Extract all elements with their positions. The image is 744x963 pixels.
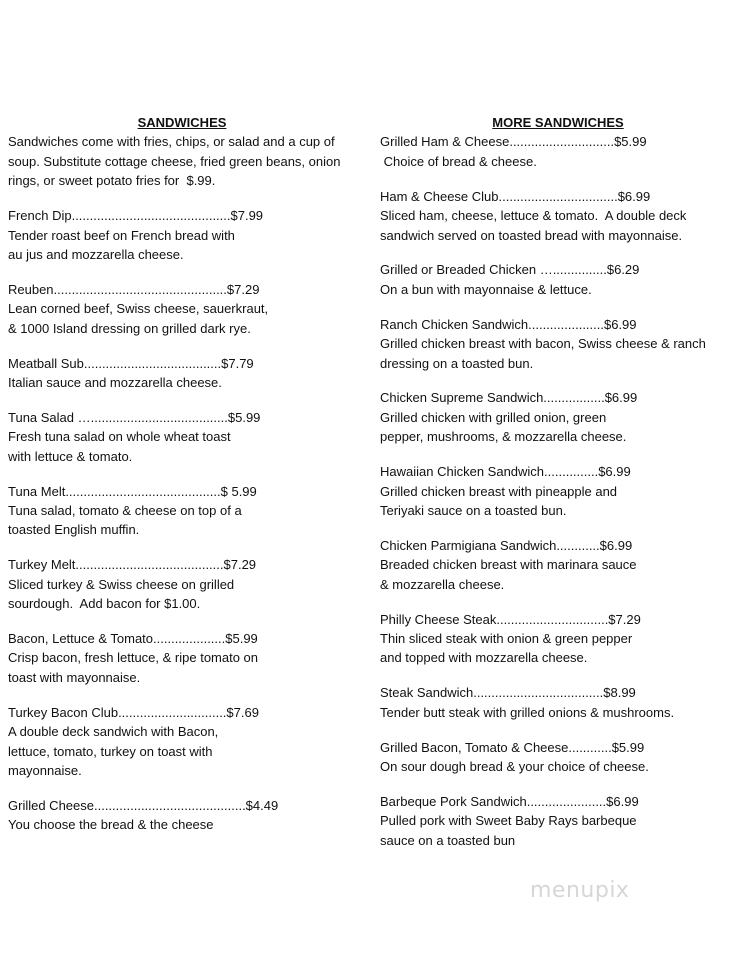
menu-item	[8, 555, 356, 613]
menu-item	[380, 738, 736, 777]
menu-item-description: Teriyaki sauce on a toasted bun.	[380, 503, 567, 518]
menu-item-description: On a bun with mayonnaise & lettuce.	[380, 281, 592, 297]
menu-item-title: Chicken Supreme Sandwich.................$6.99	[380, 390, 638, 406]
menu-item-description: Grilled chicken breast with pineapple and	[380, 483, 618, 499]
menu-item-title: Bacon, Lettuce & Tomato....................$5.99	[8, 631, 258, 647]
menu-item-title: Ranch Chicken Sandwich.....................$6.99	[380, 316, 637, 332]
menu-item-title: Tuna Melt...........................................$ 5.99	[8, 483, 257, 499]
left-column	[8, 113, 356, 835]
menu-item-description: Lean corned beef, Swiss cheese, sauerkraut,	[8, 301, 269, 317]
menu-item-title: Turkey Bacon Club..............................$7.69	[8, 704, 259, 720]
menu-item-description: Italian sauce and mozzarella cheese.	[8, 374, 222, 390]
menu-item-title: Steak Sandwich....................................$8.99	[380, 685, 636, 701]
menu-item	[380, 536, 736, 594]
menu-item-title: Grilled Bacon, Tomato & Cheese............$5.99	[380, 739, 645, 755]
menu-item-description: mayonnaise.	[8, 762, 82, 778]
menu-item	[8, 408, 356, 466]
menu-item	[380, 462, 736, 520]
section-heading-more-sandwiches: MORE SANDWICHES	[492, 115, 624, 130]
menu-item-description: sauce on a toasted bun	[380, 832, 516, 848]
section-heading-sandwiches: SANDWICHES	[137, 115, 227, 130]
intro-line: soup. Substitute cottage cheese, fried green beans, onion	[8, 153, 341, 169]
menu-item-description: lettuce, tomato, turkey on toast with	[8, 743, 213, 759]
menu-item-description: A double deck sandwich with Bacon,	[8, 724, 219, 740]
menu-item-description: Sliced turkey & Swiss cheese on grilled	[8, 576, 235, 592]
menu-item-description: Tuna salad, tomato & cheese on top of a	[8, 503, 242, 518]
menu-item-description: Tender roast beef on French bread with	[8, 227, 235, 243]
menu-item-title: Ham & Cheese Club.................................$6.99	[380, 188, 651, 204]
menu-item	[380, 792, 736, 850]
menu-item-description: with lettuce & tomato.	[8, 448, 133, 464]
menu-item	[380, 132, 736, 171]
menu-item	[380, 683, 736, 722]
menu-item-description: and topped with mozzarella cheese.	[380, 650, 588, 666]
right-menu-items	[380, 132, 736, 850]
menu-item-description: Grilled chicken breast with bacon, Swiss cheese & ranch	[380, 336, 706, 352]
right-column	[380, 113, 736, 850]
menu-item-title: Hawaiian Chicken Sandwich...............$6.99	[380, 464, 631, 480]
menu-item-description: dressing on a toasted bun.	[380, 355, 534, 371]
menu-item-description: au jus and mozzarella cheese.	[8, 246, 184, 262]
menu-item-title: Tuna Salad …......................................$5.99	[8, 409, 261, 425]
menu-item	[380, 260, 736, 299]
menu-item-title: Grilled Ham & Cheese.............................$5.99	[380, 134, 647, 150]
menu-item-description: toasted English muffin.	[8, 522, 140, 538]
menu-item-title: Barbeque Pork Sandwich......................$6.99	[380, 793, 639, 809]
menu-item	[8, 354, 356, 393]
watermark-logo: menupix	[530, 878, 630, 903]
menu-item-description: Thin sliced steak with onion & green pepper	[380, 631, 633, 647]
menu-item	[380, 315, 736, 373]
menu-item-description: Pulled pork with Sweet Baby Rays barbeque	[380, 813, 637, 829]
menu-item-title: French Dip............................................$7.99	[8, 208, 264, 224]
menu-item	[380, 388, 736, 446]
left-menu-items	[8, 206, 356, 835]
menu-item-description: & 1000 Island dressing on grilled dark rye.	[8, 320, 251, 336]
menu-item	[380, 187, 736, 245]
menu-item-title: Reuben................................................$7.29	[8, 281, 260, 297]
menu-item-title: Philly Cheese Steak...............................$7.29	[380, 611, 641, 627]
menu-item	[8, 703, 356, 781]
menu-item	[8, 629, 356, 687]
menu-item-description: On sour dough bread & your choice of cheese.	[380, 759, 649, 775]
menu-item-description: Crisp bacon, fresh lettuce, & ripe tomato on	[8, 650, 259, 666]
menu-item-title: Meatball Sub......................................$7.79	[8, 355, 254, 371]
menu-item-description: Fresh tuna salad on whole wheat toast	[8, 429, 231, 445]
menu-item-title: Grilled or Breaded Chicken …...............$6.29	[380, 262, 640, 278]
intro-line: Sandwiches come with fries, chips, or salad and a cup of	[8, 134, 335, 150]
menu-item-title: Chicken Parmigiana Sandwich............$6.99	[380, 537, 633, 553]
menu-item	[8, 206, 356, 264]
menu-item-description: You choose the bread & the cheese	[8, 817, 214, 833]
menu-item-description: sandwich served on toasted bread with mayonnaise.	[380, 227, 683, 243]
menu-item-description: Tender butt steak with grilled onions & mushrooms.	[380, 704, 675, 720]
menu-item-title: Grilled Cheese..........................................$4.49	[8, 797, 279, 813]
intro-paragraph	[8, 132, 356, 190]
intro-line: rings, or sweet potato fries for $.99.	[8, 173, 216, 189]
menu-item-description: Breaded chicken breast with marinara sauce	[380, 557, 637, 573]
menu-item-description: pepper, mushrooms, & mozzarella cheese.	[380, 429, 627, 445]
menu-item	[380, 610, 736, 668]
menu-item-description: Grilled chicken with grilled onion, green	[380, 409, 607, 425]
menu-item-description: & mozzarella cheese.	[380, 576, 505, 592]
menu-item	[8, 796, 356, 835]
menu-item-description: sourdough. Add bacon for $1.00.	[8, 596, 201, 612]
menu-item-title: Turkey Melt.........................................$7.29	[8, 557, 257, 573]
menu-item-description: Sliced ham, cheese, lettuce & tomato. A double deck	[380, 208, 687, 224]
menu-item-description: Choice of bread & cheese.	[380, 153, 537, 169]
menu-item	[8, 482, 356, 540]
menu-item-description: toast with mayonnaise.	[8, 669, 141, 685]
menu-item	[8, 280, 356, 338]
